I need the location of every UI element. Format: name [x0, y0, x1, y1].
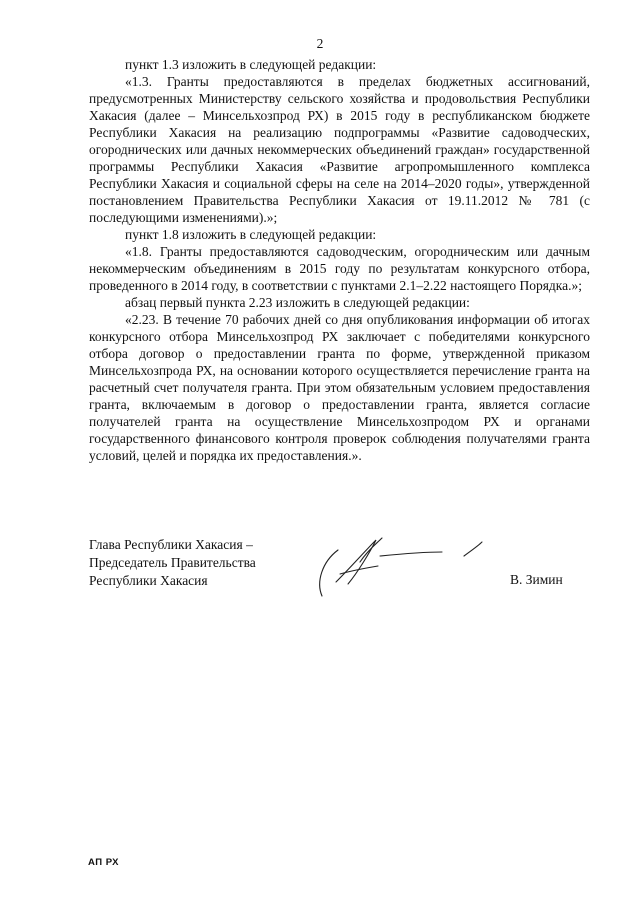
amendment-text-2-23: «2.23. В течение 70 рабочих дней со дня опубликования информации об итогах конкурсного отбора Минсельхозпрод РХ заключает с победителями конкурсного отбора договор о предоставлении гранта по форме, утвержденной приказом Минсельхозпрода РХ, на основании которого осуществляется перечисление гранта на расчетный счет получателя гранта. При этом обязательным условием предоставления гранта, включаемым в договор о предоставлении гранта, является согласие получателей гранта на осуществление Минсельхозпродом РХ и органами государственного финансового контроля проверок соблюдения получателями гранта условий, целей и порядка их предоставления.».: [89, 312, 590, 463]
amendment-instruction-1-3: пункт 1.3 изложить в следующей редакции:: [125, 57, 377, 72]
handwritten-signature: [310, 520, 495, 605]
signatory-title: [89, 536, 256, 590]
signatory-title-line: Республики Хакасия: [89, 573, 208, 588]
document-footer-code: АП РХ: [88, 857, 120, 868]
amendment-instruction-2-23: абзац первый пункта 2.23 изложить в следующей редакции:: [125, 295, 470, 310]
signatory-title-line: Глава Республики Хакасия –: [89, 537, 253, 552]
document-body: [89, 56, 590, 464]
signatory-name: В. Зимин: [510, 572, 563, 587]
amendment-text-1-3: «1.3. Гранты предоставляются в пределах бюджетных ассигнований, предусмотренных Министерству сельского хозяйства и продовольствия Республики Хакасия (далее – Минсельхозпрод РХ) в 2015 году в республиканском бюджете Республики Хакасия на реализацию подпрограммы «Развитие садоводческих, огороднических или дачных некоммерческих объединений граждан» государственной программы Республики Хакасия «Развитие агропромышленного комплекса Республики Хакасия и социальной сферы на селе на 2014–2020 годы», утвержденной постановлением Правительства Республики Хакасия от 19.11.2012 № 781 (с последующими изменениями).»;: [89, 74, 590, 225]
amendment-text-1-8: «1.8. Гранты предоставляются садоводческим, огородническим или дачным некоммерческим объединениям в 2015 году по результатам конкурсного отбора, проведенного в 2014 году, в соответствии с пунктами 2.1–2.22 настоящего Порядка.»;: [89, 244, 590, 293]
signatory-title-line: Председатель Правительства: [89, 555, 256, 570]
page-number: 2: [316, 36, 324, 51]
amendment-instruction-1-8: пункт 1.8 изложить в следующей редакции:: [125, 227, 377, 242]
